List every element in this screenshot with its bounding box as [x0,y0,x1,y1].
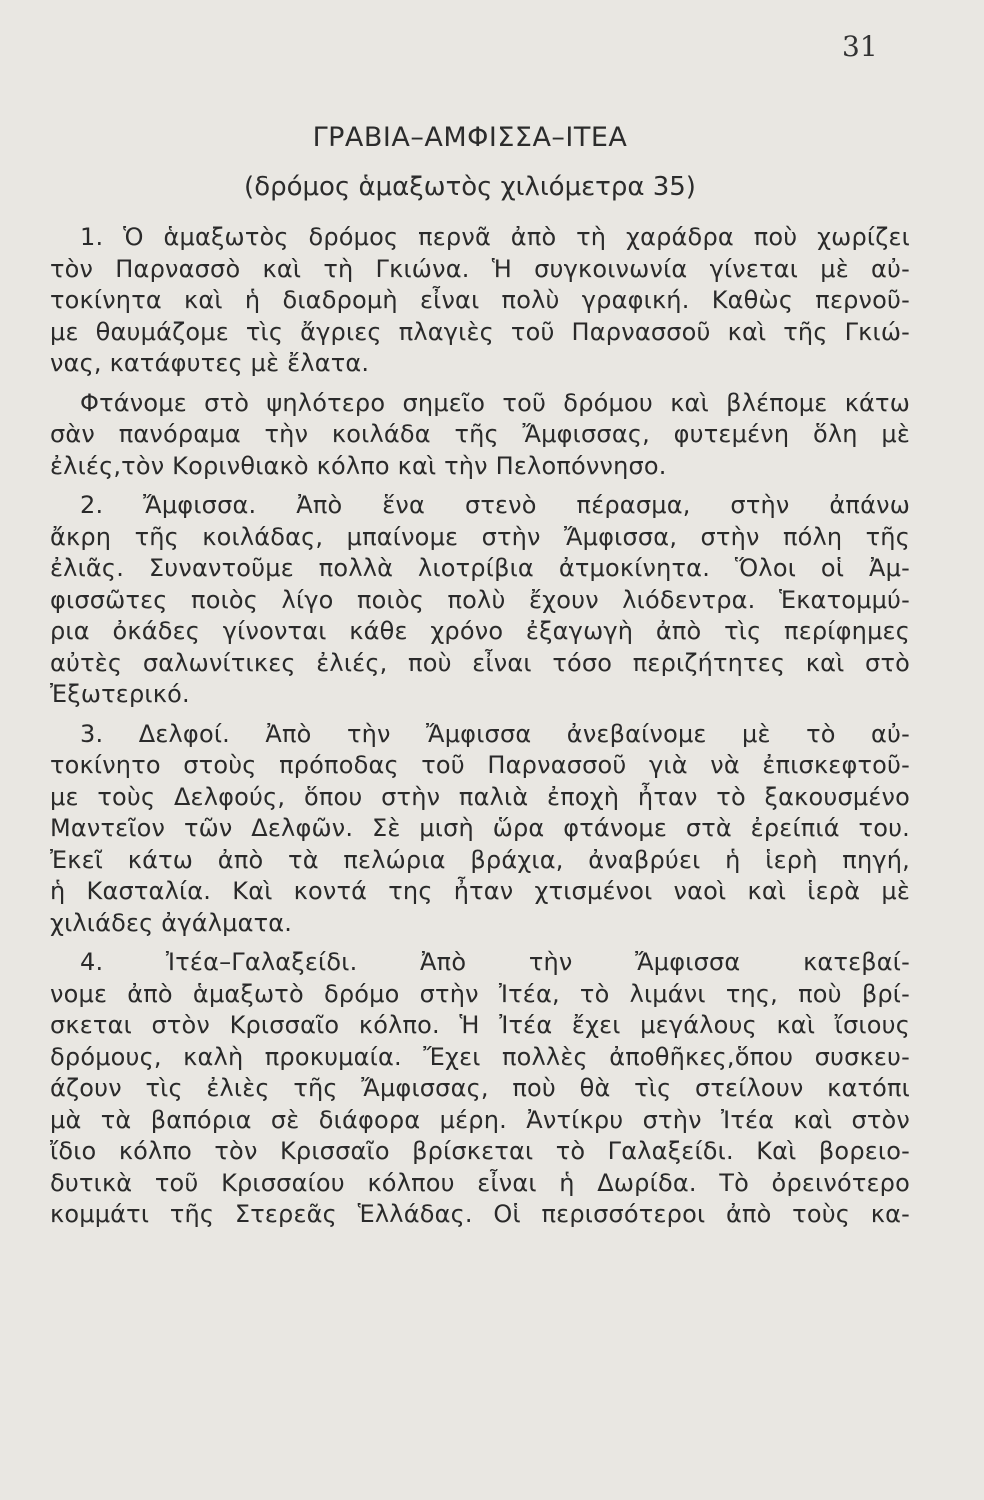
section-subheading: (δρόμος ἁμαξωτὸς χιλιόμετρα 35) [244,172,696,202]
text-line: ἄκρη τῆς κοιλάδας, μπαίνομε στὴν Ἄμφισσα, στὴν πόλη τῆς [50,522,910,551]
text-line: κομμάτι τῆς Στερεᾶς Ἑλλάδας. Οἱ περισσότεροι ἀπὸ τοὺς κα- [50,1200,910,1228]
section-heading: ΓΡΑΒΙΑ–ΑΜΦΙΣΣΑ–ΙΤΕΑ [312,122,628,153]
text-line: 3. Δελφοί. Ἀπὸ τὴν Ἄμφισσα ἀνεβαίνομε μὲ τὸ αὐ- [80,719,910,748]
text-line: 4. Ἰτέα–Γαλαξείδι. Ἀπὸ τὴν Ἄμφισσα κατεβαί- [80,948,910,976]
paragraph-2 [50,388,910,483]
text-line: Ἐκεῖ κάτω ἀπὸ τὰ πελώρια βράχια, ἀναβρύει ἡ ἱερὴ πηγή, [50,845,910,874]
text-line: με τοὺς Δελφούς, ὅπου στὴν παλιὰ ἐποχὴ ἦταν τὸ ξακουσμένο [50,782,910,811]
text-line: μὰ τὰ βαπόρια σὲ διάφορα μέρη. Ἀντίκρυ στὴν Ἰτέα καὶ στὸν [50,1105,910,1134]
paragraph-3 [50,490,910,711]
text-line: ἡ Κασταλία. Καὶ κοντά της ἦταν χτισμένοι ναοὶ καὶ ἱερὰ μὲ [50,877,910,905]
text-line: με θαυμάζομε τὶς ἄγριες πλαγιὲς τοῦ Παρνασσοῦ καὶ τῆς Γκιώ- [50,317,910,346]
text-line: 1. Ὁ ἁμαξωτὸς δρόμος περνᾶ ἀπὸ τὴ χαράδρα ποὺ χωρίζει [80,223,910,251]
text-line: Φτάνομε στὸ ψηλότερο σημεῖο τοῦ δρόμου καὶ βλέπομε κάτω [80,388,910,417]
text-line: χιλιάδες ἀγάλματα. [50,908,293,937]
body-text [50,222,910,1239]
text-line: δρόμους, καλὴ προκυμαία. Ἔχει πολλὲς ἀποθῆκες,ὅπου συσκευ- [50,1042,910,1071]
text-line: Ἐξωτερικό. [50,680,190,708]
text-line: τοκίνητο στοὺς πρόποδας τοῦ Παρνασσοῦ γιὰ νὰ ἐπισκεφτοῦ- [50,751,910,779]
text-line: άζουν τὶς ἐλιὲς τῆς Ἄμφισσας, ποὺ θὰ τὶς στείλουν κατόπι [50,1074,910,1102]
text-line: ρια ὀκάδες γίνονται κάθε χρόνο ἐξαγωγὴ ἀπὸ τὶς περίφημες [50,617,910,645]
text-line: ἴδιο κόλπο τὸν Κρισσαῖο βρίσκεται τὸ Γαλαξείδι. Καὶ βορειο- [50,1137,910,1165]
paragraph-5 [50,947,910,1231]
paragraph-4 [50,719,910,940]
text-line: Μαντεῖον τῶν Δελφῶν. Σὲ μισὴ ὥρα φτάνομε στὰ ἐρείπιά του. [50,814,910,842]
text-line: 2. Ἄμφισσα. Ἀπὸ ἕνα στενὸ πέρασμα, στὴν ἀπάνω [80,491,910,519]
text-line: τὸν Παρνασσὸ καὶ τὴ Γκιώνα. Ἡ συγκοινωνία γίνεται μὲ αὐ- [50,254,910,283]
paragraph-1 [50,222,910,380]
text-line: ἐλιᾶς. Συναντοῦμε πολλὰ λιοτρίβια ἀτμοκίνητα. Ὅλοι οἱ Ἀμ- [50,554,910,582]
text-line: αὐτὲς σαλωνίτικες ἐλιές, ποὺ εἶναι τόσο περιζήτητες καὶ στὸ [50,648,910,677]
text-line: φισσῶτες ποιὸς λίγο ποιὸς πολὺ ἔχουν λιόδεντρα. Ἑκατομμύ- [50,585,910,614]
text-line: τοκίνητα καὶ ἡ διαδρομὴ εἶναι πολὺ γραφική. Καθὼς περνοῦ- [50,286,910,314]
text-line: νας, κατάφυτες μὲ ἔλατα. [50,349,370,377]
page-number: 31 [842,30,878,63]
text-line: ἐλιές,τὸν Κορινθιακὸ κόλπο καὶ τὴν Πελοπόννησο. [50,451,667,480]
text-line: νομε ἀπὸ ἁμαξωτὸ δρόμο στὴν Ἰτέα, τὸ λιμάνι της, ποὺ βρί- [50,979,910,1008]
text-line: δυτικὰ τοῦ Κρισσαίου κόλπου εἶναι ἡ Δωρίδα. Τὸ ὀρεινότερο [50,1168,910,1197]
text-line: σκεται στὸν Κρισσαῖο κόλπο. Ἡ Ἰτέα ἔχει μεγάλους καὶ ἴσιους [50,1011,910,1039]
text-line: σὰν πανόραμα τὴν κοιλάδα τῆς Ἄμφισσας, φυτεμένη ὅλη μὲ [50,420,910,448]
